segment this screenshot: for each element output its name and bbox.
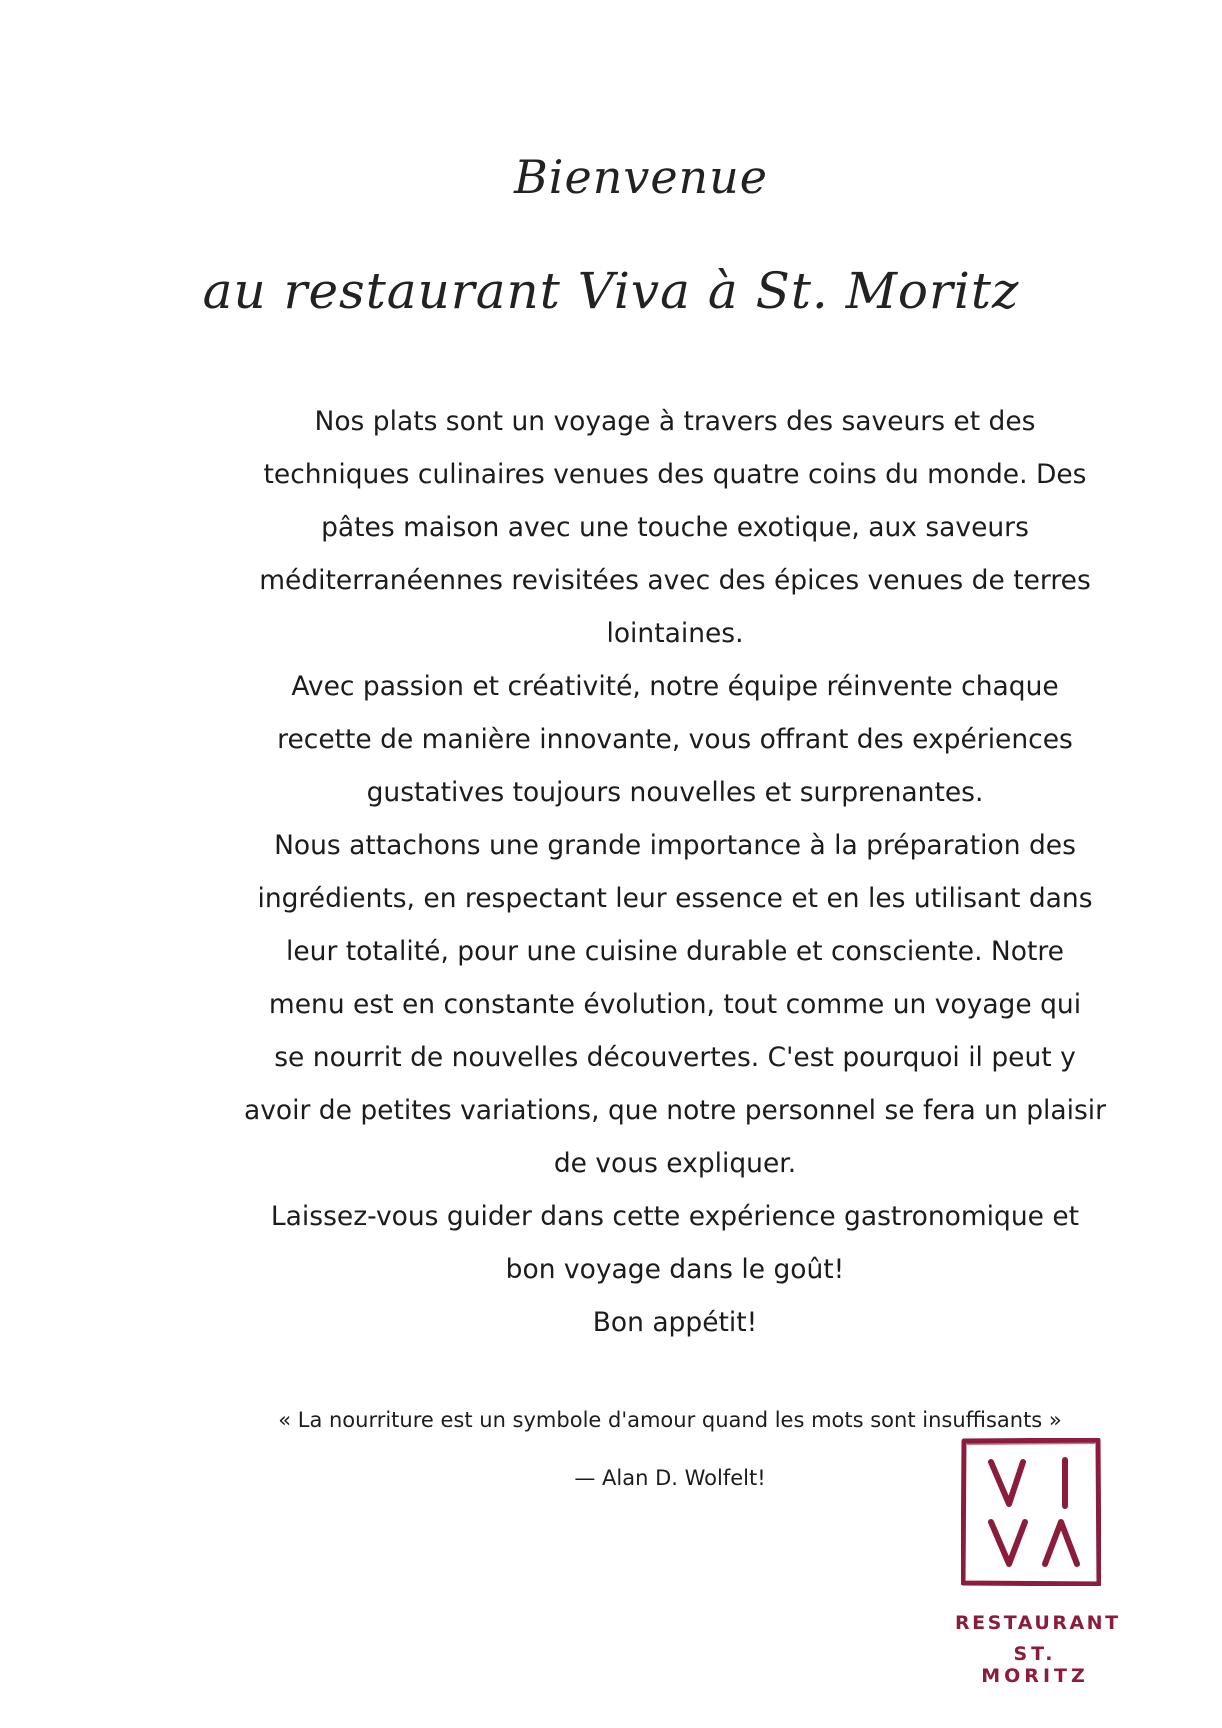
intro-line: Nous attachons une grande importance à la préparation des: [274, 830, 1076, 861]
intro-line: lointaines.: [606, 618, 744, 649]
viva-logo-mark: [961, 1438, 1101, 1586]
intro-line: Laissez-vous guider dans cette expérience gastronomique et: [270, 1201, 1080, 1232]
intro-line: pâtes maison avec une touche exotique, aux saveurs: [321, 512, 1029, 543]
quote-author: — Alan D. Wolfelt!: [574, 1466, 766, 1490]
intro-line: menu est en constante évolution, tout comme un voyage qui: [268, 989, 1082, 1020]
intro-line: bon voyage dans le goût!: [505, 1254, 845, 1285]
intro-line: avoir de petites variations, que notre personnel se fera un plaisir: [243, 1095, 1107, 1126]
intro-line: méditerranéennes revisitées avec des épices venues de terres: [259, 565, 1091, 596]
intro-line: recette de manière innovante, vous offrant des expériences: [277, 724, 1073, 755]
intro-line: techniques culinaires venues des quatre coins du monde. Des: [263, 459, 1087, 490]
logo-restaurant-label: RESTAURANT: [955, 1612, 1121, 1634]
intro-line: de vous expliquer.: [553, 1148, 797, 1179]
quote-text: « La nourriture est un symbole d'amour quand les mots sont insuffisants »: [278, 1408, 1062, 1432]
intro-line: ingrédients, en respectant leur essence et en les utilisant dans: [257, 883, 1093, 914]
intro-line: Nos plats sont un voyage à travers des saveurs et des: [314, 406, 1036, 437]
welcome-heading: Bienvenue: [513, 150, 769, 204]
intro-line: se nourrit de nouvelles découvertes. C'est pourquoi il peut y: [274, 1042, 1076, 1073]
viva-logo: [955, 1438, 1121, 1687]
welcome-subheading: au restaurant Viva à St. Moritz: [202, 262, 1020, 320]
intro-text: [225, 395, 1125, 1349]
intro-line: leur totalité, pour une cuisine durable et consciente. Notre: [286, 936, 1064, 967]
intro-line: gustatives toujours nouvelles et surprenantes.: [366, 777, 984, 808]
intro-line: Avec passion et créativité, notre équipe réinvente chaque: [291, 671, 1059, 702]
logo-location-label: ST. MORITZ: [981, 1643, 1089, 1687]
intro-line: Bon appétit!: [592, 1307, 758, 1338]
